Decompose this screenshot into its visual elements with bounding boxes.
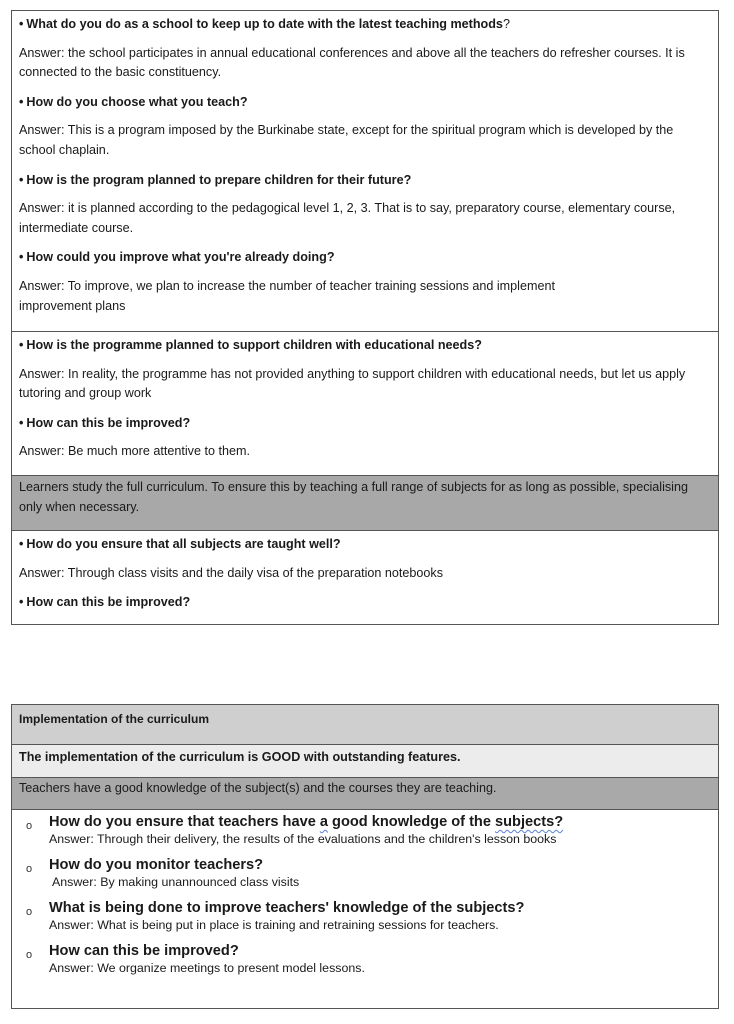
table-row xyxy=(12,531,719,625)
circle-bullet-icon: o xyxy=(26,949,33,961)
table-row xyxy=(12,810,719,1009)
question: How can this be improved? xyxy=(49,943,239,959)
table-row xyxy=(12,745,719,778)
question: • How can this be improved? xyxy=(19,415,191,430)
question: • What do you do as a school to keep up to date with the latest teaching methods? xyxy=(19,17,510,31)
answer: Answer: By making unannounced class visits xyxy=(52,875,300,889)
question: How do you ensure that teachers have a good knowledge of the subjects? xyxy=(49,814,564,830)
list-item xyxy=(12,856,718,891)
answer: Answer: To improve, we plan to increase the number of teacher training sessions and implement improvement plans xyxy=(19,278,555,313)
answer: Answer: Be much more attentive to them. xyxy=(19,444,250,459)
question: • How do you ensure that all subjects are taught well? xyxy=(19,537,341,551)
table-cell xyxy=(12,810,719,1009)
question: • How can this be improved? xyxy=(19,595,191,610)
question: • How is the program planned to prepare children for their future? xyxy=(19,172,412,187)
grammar-check-mark: a xyxy=(319,814,328,830)
circle-bullet-icon: o xyxy=(26,906,33,918)
answer: Answer: This is a program imposed by the Burkinabe state, except for the spiritual program which is developed by the school chaplain. xyxy=(19,123,674,157)
table-row xyxy=(12,332,719,476)
bullet-icon: • xyxy=(19,17,24,31)
list-item xyxy=(12,942,718,977)
circle-bullet-icon: o xyxy=(26,863,33,875)
criterion-cell: Teachers have a good knowledge of the subject(s) and the courses they are teaching. xyxy=(12,778,719,810)
table-header-row xyxy=(12,705,719,745)
bullet-icon: • xyxy=(19,250,24,265)
question: What is being done to improve teachers' knowledge of the subjects? xyxy=(49,900,525,916)
bullet-icon: • xyxy=(19,415,24,430)
list-item xyxy=(12,899,718,934)
question: • How could you improve what you're already doing? xyxy=(19,250,335,265)
table-row xyxy=(12,11,719,332)
question-list xyxy=(12,810,718,977)
answer: Answer: In reality, the programme has not provided anything to support children with educational needs, but let us apply tutoring and group work xyxy=(19,366,686,401)
table-cell xyxy=(12,332,719,476)
bullet-icon: • xyxy=(19,338,24,352)
section-heading: Implementation of the curriculum xyxy=(12,705,719,745)
answer: Answer: What is being put in place is training and retraining sessions for teachers. xyxy=(49,918,499,932)
list-item xyxy=(12,813,718,848)
question: • How is the programme planned to support children with educational needs? xyxy=(19,338,482,352)
circle-bullet-icon: o xyxy=(26,820,33,832)
answer: Answer: the school participates in annual educational conferences and above all the teachers do refresher courses. It is connected to the basic constituency. xyxy=(19,45,685,80)
criterion-cell: Learners study the full curriculum. To ensure this by teaching a full range of subjects for as long as possible, specialising only when necessary. xyxy=(12,476,719,531)
grammar-check-mark: subjects? xyxy=(495,814,564,830)
table-cell xyxy=(12,11,719,332)
bullet-icon: • xyxy=(19,94,24,109)
question: How do you monitor teachers? xyxy=(49,857,264,873)
answer: Answer: We organize meetings to present model lessons. xyxy=(49,961,365,975)
question: • How do you choose what you teach? xyxy=(19,94,248,109)
answer: Answer: Through their delivery, the results of the evaluations and the children's lesson books xyxy=(49,832,557,846)
table-row xyxy=(12,476,719,531)
answer: Answer: it is planned according to the pedagogical level 1, 2, 3. That is to say, preparatory course, elementary course, intermediate course. xyxy=(19,201,676,235)
curriculum-questions-table xyxy=(11,10,719,625)
table-cell xyxy=(12,531,719,625)
bullet-icon: • xyxy=(19,172,24,187)
table-row xyxy=(12,778,719,810)
implementation-table xyxy=(11,704,719,1009)
bullet-icon: • xyxy=(19,537,24,551)
answer: Answer: Through class visits and the daily visa of the preparation notebooks xyxy=(19,565,443,580)
rating-statement: The implementation of the curriculum is GOOD with outstanding features. xyxy=(12,745,719,778)
bullet-icon: • xyxy=(19,595,24,610)
